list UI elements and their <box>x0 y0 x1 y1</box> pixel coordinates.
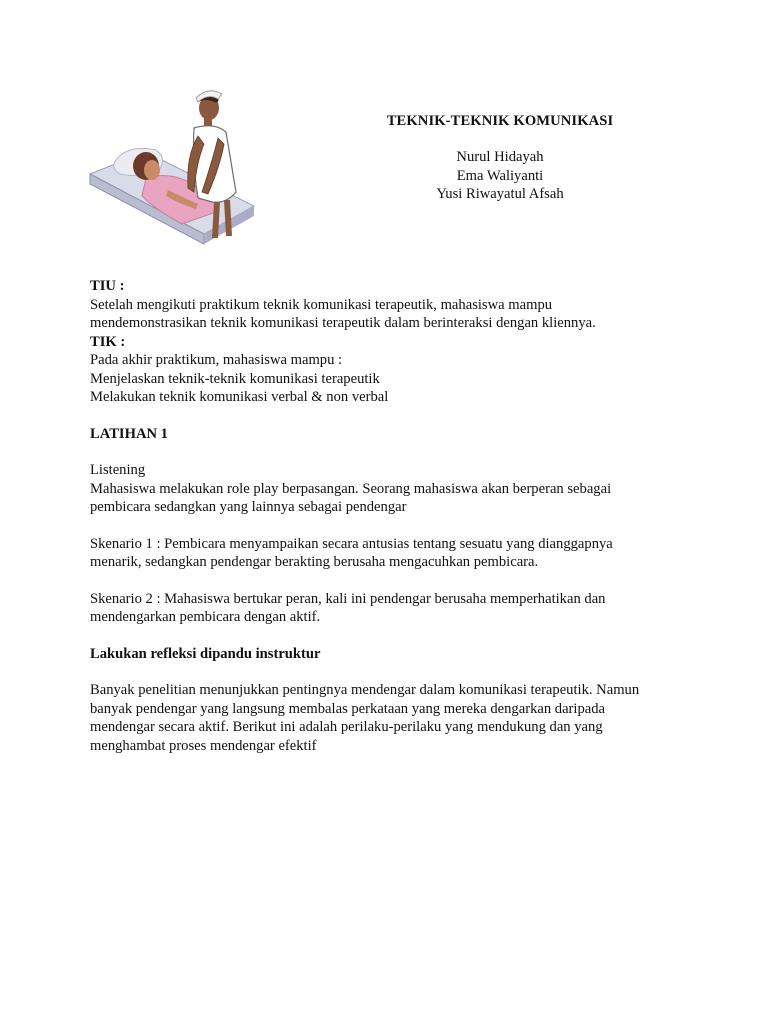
refleksi-line: menghambat proses mendengar efektif <box>90 737 317 754</box>
tiu-label: TIU : <box>90 278 125 294</box>
refleksi-line: mendengar secara aktif. Berikut ini adalah perilaku-perilaku yang mendukung dan yang <box>90 719 603 735</box>
latihan-intro-line: Mahasiswa melakukan role play berpasangan. Seorang mahasiswa akan berperan sebagai <box>90 480 612 497</box>
refleksi-line: banyak pendengar yang langsung membalas perkataan yang mereka dengarkan daripada <box>90 700 606 717</box>
tik-text-line: Pada akhir praktikum, mahasiswa mampu : <box>90 352 343 368</box>
latihan-heading: LATIHAN 1 <box>90 425 168 442</box>
latihan-intro-line: pembicara sedangkan yang lainnya sebagai pendengar <box>90 499 407 515</box>
tik-label: TIK : <box>90 333 126 350</box>
author-name: Ema Waliyanti <box>456 167 544 184</box>
tiu-text-line: mendemonstrasikan teknik komunikasi terapeutik dalam berinteraksi dengan kliennya. <box>90 315 596 331</box>
skenario-2-line: mendengarkan pembicara dengan aktif. <box>90 609 321 625</box>
refleksi-heading: Lakukan refleksi dipandu instruktur <box>90 645 321 662</box>
author-name: Yusi Riwayatul Afsah <box>436 186 564 202</box>
document-title: TEKNIK-TEKNIK KOMUNIKASI <box>386 113 614 129</box>
nurse-patient-illustration <box>86 88 256 250</box>
tiu-text-line: Setelah mengikuti praktikum teknik komunikasi terapeutik, mahasiswa mampu <box>90 296 553 313</box>
tik-text-line: Melakukan teknik komunikasi verbal & non verbal <box>90 389 389 405</box>
skenario-1-line: Skenario 1 : Pembicara menyampaikan secara antusias tentang sesuatu yang dianggapnya <box>90 535 613 552</box>
author-name: Nurul Hidayah <box>456 149 544 165</box>
skenario-2-line: Skenario 2 : Mahasiswa bertukar peran, kali ini pendengar berusaha memperhatikan dan <box>90 590 606 607</box>
latihan-intro-line: Listening <box>90 462 146 478</box>
tik-text-line: Menjelaskan teknik-teknik komunikasi terapeutik <box>90 370 380 387</box>
refleksi-line: Banyak penelitian menunjukkan pentingnya mendengar dalam komunikasi terapeutik. Namun <box>90 682 640 698</box>
author-list <box>330 148 670 204</box>
document-body <box>90 277 680 755</box>
skenario-1-line: menarik, sedangkan pendengar berakting berusaha mengacuhkan pembicara. <box>90 554 539 570</box>
